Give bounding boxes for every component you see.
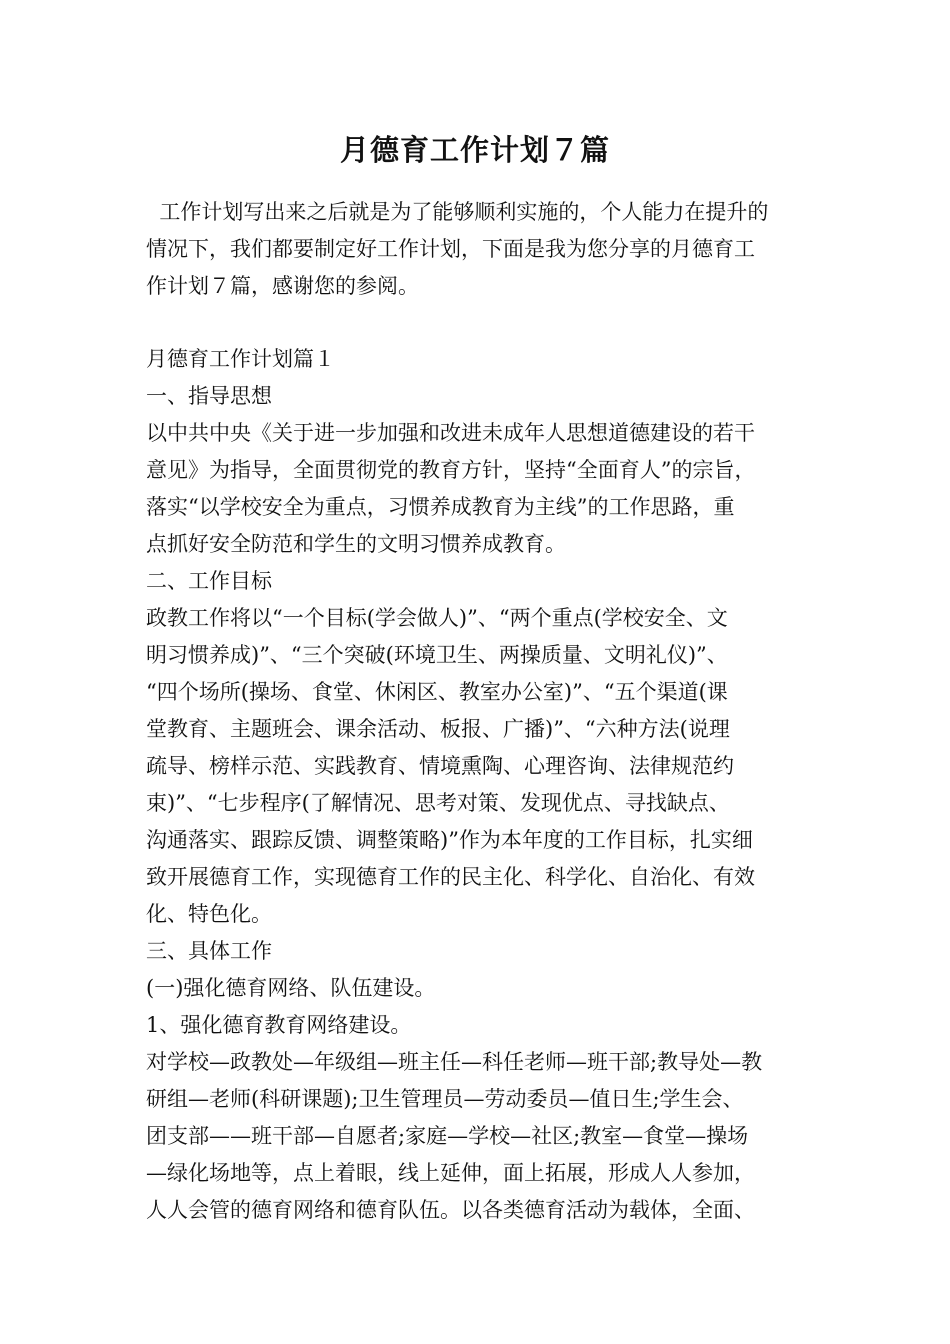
text-line: 人人会管的德育网络和德育队伍。以各类德育活动为载体，全面、 [146, 1198, 755, 1222]
text-line: 落实“以学校安全为重点，习惯养成教育为主线”的工作思路，重 [146, 495, 735, 519]
text-line: 明习惯养成)”、“三个突破(环境卫生、两操质量、文明礼仪)”、 [146, 643, 728, 667]
subheading: 二、工作目标 [146, 569, 272, 593]
text-line: 作计划７篇，感谢您的参阅。 [146, 274, 419, 298]
section-heading: 月德育工作计划篇１ [146, 347, 335, 371]
text-line: —绿化场地等，点上着眼，线上延伸，面上拓展，形成人人参加， [146, 1161, 755, 1185]
text-line: 对学校—政教处—年级组—班主任—科任老师—班干部;教导处—教 [146, 1050, 763, 1074]
text-line: 情况下，我们都要制定好工作计划，下面是我为您分享的月德育工 [146, 237, 755, 261]
text-line: 沟通落实、跟踪反馈、调整策略)”作为本年度的工作目标，扎实细 [146, 828, 753, 852]
text-line: 点抓好安全防范和学生的文明习惯养成教育。 [146, 532, 566, 556]
subheading: 一、指导思想 [146, 384, 272, 408]
text-line: 工作计划写出来之后就是为了能够顺利实施的，个人能力在提升的 [146, 200, 769, 224]
text-line: 以中共中央《关于进一步加强和改进未成年人思想道德建设的若干 [146, 421, 755, 445]
text-line: 研组—老师(科研课题);卫生管理员—劳动委员—值日生;学生会、 [146, 1087, 744, 1111]
text-line: 1、强化德育教育网络建设。 [146, 1013, 412, 1037]
text-line: 意见》为指导，全面贯彻党的教育方针，坚持“全面育人”的宗旨， [146, 458, 756, 482]
text-line: “四个场所(操场、食堂、休闲区、教室办公室)”、“五个渠道(课 [146, 680, 728, 704]
document-body [146, 341, 810, 1229]
text-line: 束)”、“七步程序(了解情况、思考对策、发现优点、寻找缺点、 [146, 791, 730, 815]
text-line: 疏导、榜样示范、实践教育、情境熏陶、心理咨询、法律规范约 [146, 754, 734, 778]
text-line: (一)强化德育网络、队伍建设。 [146, 976, 436, 1000]
text-line: 政教工作将以“一个目标(学会做人)”、“两个重点(学校安全、文 [146, 606, 728, 630]
text-line: 致开展德育工作，实现德育工作的民主化、科学化、自治化、有效 [146, 865, 755, 889]
intro-paragraph [146, 194, 810, 305]
text-line: 团支部——班干部—自愿者;家庭—学校—社区;教室—食堂—操场 [146, 1124, 749, 1148]
subheading: 三、具体工作 [146, 939, 272, 963]
text-line: 化、特色化。 [146, 902, 272, 926]
text-line: 堂教育、主题班会、课余活动、板报、广播)”、“六种方法(说理 [146, 717, 730, 741]
document-title: 月德育工作计划７篇 [339, 133, 610, 167]
